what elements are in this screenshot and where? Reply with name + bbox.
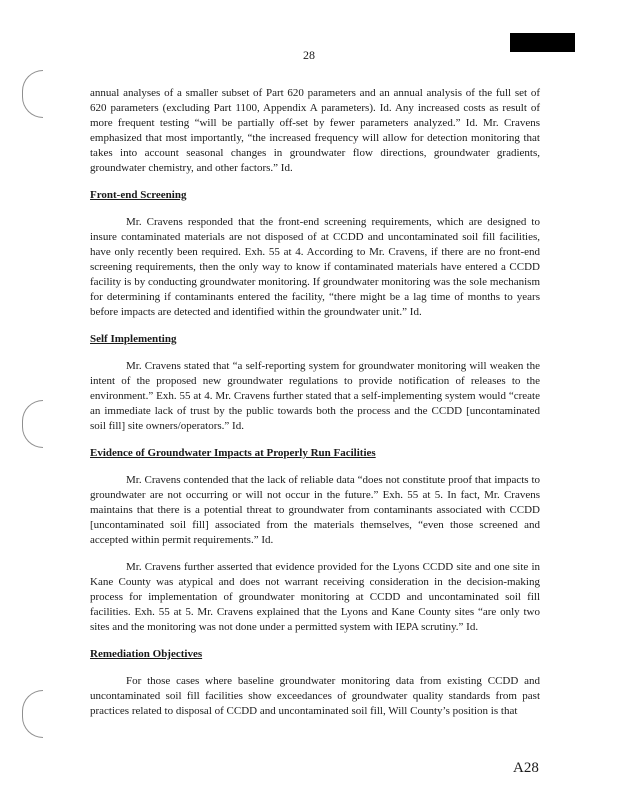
punch-hole-bottom <box>22 690 43 738</box>
document-body <box>90 86 540 731</box>
punch-hole-middle <box>22 400 43 448</box>
heading-front-end-screening: Front-end Screening <box>90 189 187 201</box>
heading-self-implementing: Self Implementing <box>90 333 177 345</box>
intro-paragraph: annual analyses of a smaller subset of Part 620 parameters and an annual analysis of the full set of 620 parameters (excluding Part 1100, Appendix A parameters). Id. Any increased costs as result of more frequent testing “will be partially off-set by fewer parameters analyzed.” Id. Mr. Cravens emphasized that most importantly, “the increased frequency will allow for detection monitoring that takes into account seasonal changes in groundwater flow directions, groundwater gradients, groundwater chemistry, and other factors.” Id. <box>90 87 540 174</box>
paragraph: Mr. Cravens contended that the lack of reliable data “does not constitute proof that impacts to groundwater are not occurring or will not occur in the future.” Exh. 55 at 5. In fact, Mr. Cravens maintains that there is a potential threat to groundwater from contaminants associated with CCDD [uncontaminated soil fill] associated from the materials themselves, “even those screened and accepted within permit requirements.” Id. <box>90 474 540 546</box>
paragraph: For those cases where baseline groundwater monitoring data from existing CCDD and uncontaminated soil fill facilities show exceedances of groundwater quality standards from past practices related to disposal of CCDD and uncontaminated soil fill, Will County’s position is that <box>90 675 540 717</box>
paragraph: Mr. Cravens responded that the front-end screening requirements, which are designed to insure contaminated materials are not disposed of at CCDD and uncontaminated soil fill facilities, have only recently been required. Exh. 55 at 4. According to Mr. Cravens, if there are no front-end screening requirements, then the only way to know if contaminated materials have entered a CCDD facility is by conducting groundwater monitoring. If groundwater monitoring was the sole mechanism for determining if contaminants entered the facility, “there might be a lag time of months to years before impacts are detected and identified within the groundwater unit.” Id. <box>90 216 540 318</box>
paragraph: Mr. Cravens stated that “a self-reporting system for groundwater monitoring will weaken the intent of the proposed new groundwater regulations to provide notification of releases to the environment.” Exh. 55 at 4. Mr. Cravens further stated that a self-implementing system would “create an immediate lack of trust by the public towards both the process and the CCDD [uncontaminated soil fill] site owners/operators.” Id. <box>90 360 540 432</box>
heading-evidence-groundwater-impacts: Evidence of Groundwater Impacts at Properly Run Facilities <box>90 447 376 459</box>
heading-remediation-objectives: Remediation Objectives <box>90 648 203 660</box>
paragraph: Mr. Cravens further asserted that evidence provided for the Lyons CCDD site and one site in Kane County was atypical and does not warrant receiving consideration in the decision-making process for implementation of groundwater monitoring at CCDD and uncontaminated soil fill facilities. Exh. 55 at 5. Mr. Cravens explained that the Lyons and Kane County sites “are only two sites and the monitoring was not done under a permitted system with IEPA scrutiny.” Id. <box>90 561 540 633</box>
punch-hole-top <box>22 70 43 118</box>
exhibit-label: A28 <box>513 760 539 776</box>
redaction-box <box>510 33 575 52</box>
page-number: 28 <box>303 48 315 62</box>
